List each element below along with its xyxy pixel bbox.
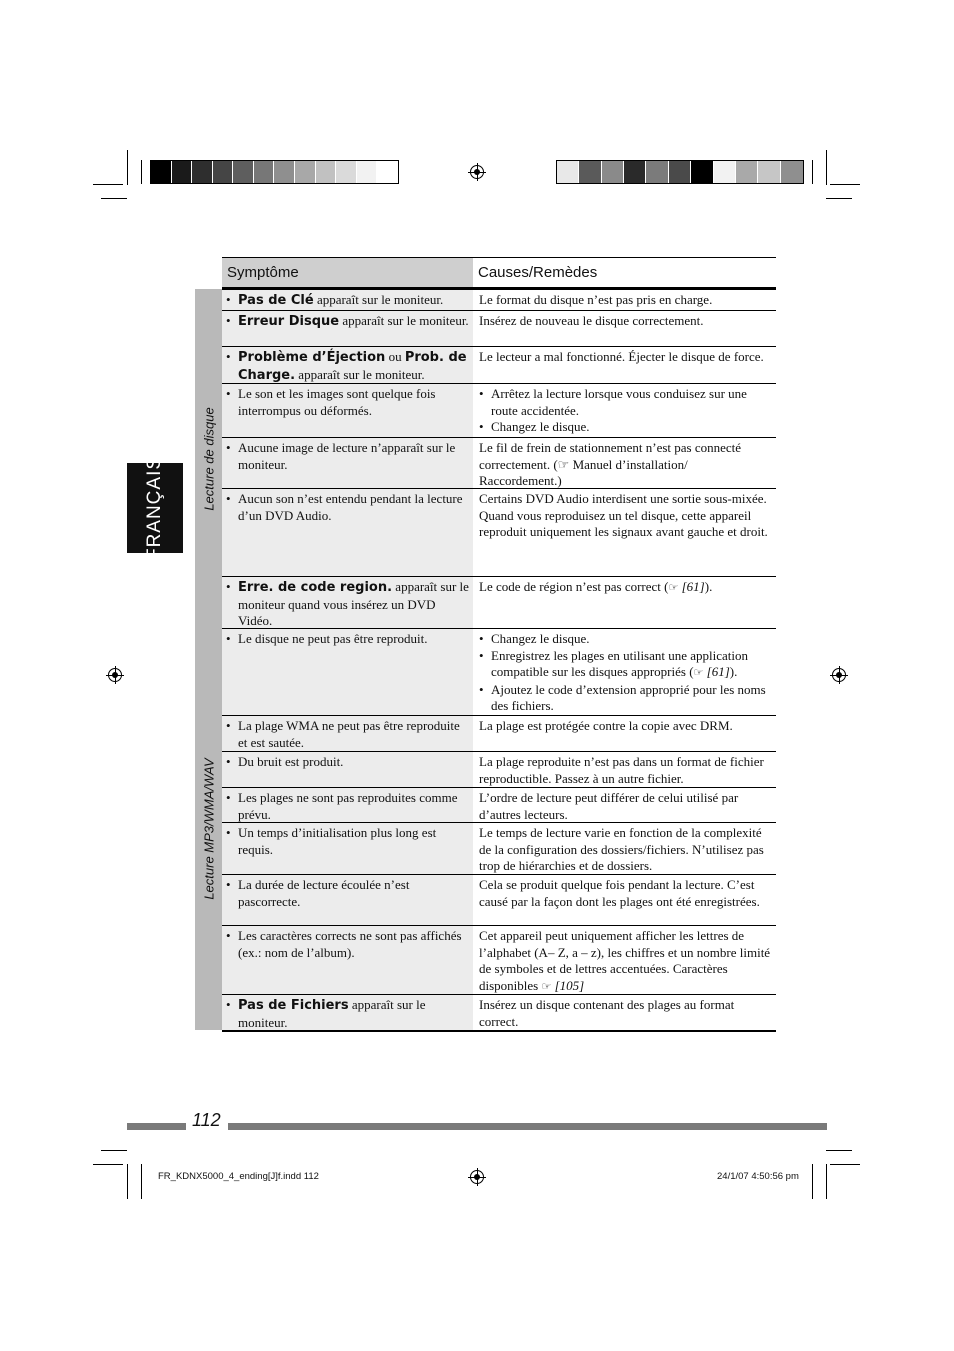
symptom-text: apparaît sur le moniteur. — [339, 313, 469, 328]
color-swatch — [736, 161, 758, 183]
cause-text: Certains DVD Audio interdisent une sortie sous-mixée. — [479, 491, 767, 506]
color-swatch — [172, 161, 193, 183]
color-swatch — [336, 161, 357, 183]
cause-text: ). — [704, 579, 713, 594]
color-swatch — [714, 161, 736, 183]
color-swatch — [579, 161, 601, 183]
color-swatch — [758, 161, 780, 183]
section-label-disc: Lecture de disque — [201, 406, 216, 511]
symptom-cell: • Un temps d’initialisation plus long est requis. — [222, 823, 473, 874]
crop-mark — [141, 160, 142, 184]
symptom-cell: • Les plages ne sont pas reproduites comme prévu. — [222, 788, 473, 822]
crop-mark — [101, 1150, 127, 1151]
cause-cell — [473, 875, 776, 925]
cause-cell — [473, 290, 776, 310]
symptom-text: Un temps d’initialisation plus long est requis. — [238, 825, 437, 857]
crop-mark — [93, 1164, 123, 1165]
cause-cell — [473, 347, 776, 383]
table-header — [222, 257, 776, 289]
registration-target-icon — [470, 1170, 484, 1184]
table-row — [222, 488, 776, 576]
hand-pointer-icon: ☞ — [693, 666, 704, 679]
table-row — [222, 576, 776, 628]
symptom-text: Les caractères corrects ne sont pas affichés (ex.: nom de l’album). — [238, 928, 462, 960]
symptom-cell: • Erre. de code region. apparaît sur le moniteur quand vous insérez un DVD Vidéo. — [222, 577, 473, 628]
cause-cell — [473, 926, 776, 994]
language-tab — [127, 455, 183, 561]
header-symptom: Symptôme — [222, 258, 473, 287]
page-reference: [105] — [551, 977, 585, 993]
section-label-mp3: Lecture MP3/WMA/WAV — [201, 758, 216, 900]
color-swatch — [602, 161, 624, 183]
color-swatch — [781, 161, 803, 183]
table-row — [222, 310, 776, 346]
color-swatch — [213, 161, 234, 183]
symptom-text: Aucun son n’est entendu pendant la lecture d’un DVD Audio. — [238, 491, 463, 523]
cause-cell — [473, 577, 776, 628]
symptom-text: apparaît sur le moniteur. — [238, 997, 426, 1030]
page-reference: [61] — [678, 579, 705, 594]
cause-text: Le temps de lecture varie en fonction de la complexité de la configuration des dossiers/fichiers. N’utilisez pas trop de hiérarchies et de dossiers. — [479, 825, 764, 873]
cause-text: Insérez de nouveau le disque correctement. — [479, 313, 704, 328]
crop-mark — [127, 150, 128, 185]
cause-text: Le code de région n’est pas correct ( — [479, 579, 669, 594]
language-tab-label: FRANÇAIS — [144, 455, 166, 561]
cause-cell — [473, 438, 776, 488]
color-swatch — [233, 161, 254, 183]
cause-text: L’ordre de lecture peut différer de celui utilisé par d’autres lecteurs. — [479, 790, 739, 822]
cause-text: ). — [729, 664, 738, 679]
color-swatch — [377, 161, 398, 183]
section-band-mp3 — [195, 628, 222, 1030]
cause-text: Le fil de frein de stationnement n’est pas connecté correctement. (☞ Manuel d’installation/ Raccordement.) — [479, 440, 742, 488]
symptom-cell: • Les caractères corrects ne sont pas affichés (ex.: nom de l’album). — [222, 926, 473, 994]
symptom-text: La plage WMA ne peut pas être reproduite et est sautée. — [238, 718, 460, 750]
registration-target-icon — [108, 668, 122, 682]
crop-mark — [826, 150, 827, 185]
table-row — [222, 994, 776, 1032]
crop-mark — [127, 1164, 128, 1199]
symptom-text: Aucune image de lecture n’apparaît sur le moniteur. — [238, 440, 456, 472]
page-bar-right — [228, 1123, 827, 1130]
symptom-cell: • Le disque ne peut pas être reproduit. — [222, 629, 473, 715]
cause-cell — [473, 995, 776, 1030]
symptom-text: Le son et les images sont quelque fois interrompus ou déformés. — [238, 386, 436, 418]
symptom-text: apparaît sur le moniteur. — [313, 292, 444, 307]
symptom-cell: • La durée de lecture écoulée n’est pascorrecte. — [222, 875, 473, 925]
crop-mark — [826, 1164, 827, 1199]
color-calibration-bar-right — [556, 160, 804, 184]
table-row — [222, 383, 776, 437]
symptom-cell: • La plage WMA ne peut pas être reproduite et est sautée. — [222, 716, 473, 751]
color-swatch — [691, 161, 713, 183]
cause-text: Changez le disque. — [491, 631, 590, 646]
symptom-cell: • Aucune image de lecture n’apparaît sur le moniteur. — [222, 438, 473, 488]
cause-text: Insérez un disque contenant des plages au format correct. — [479, 997, 735, 1029]
crop-mark — [812, 160, 813, 184]
cause-cell — [473, 716, 776, 751]
cause-text: La plage est protégée contre la copie avec DRM. — [479, 718, 733, 733]
section-band-disc — [195, 289, 222, 628]
color-swatch — [254, 161, 275, 183]
table-row — [222, 289, 776, 310]
color-swatch — [624, 161, 646, 183]
cause-text: Le lecteur a mal fonctionné. Éjecter le disque de force. — [479, 349, 764, 364]
table-row — [222, 346, 776, 383]
crop-mark — [812, 1164, 813, 1199]
header-causes: Causes/Remèdes — [473, 258, 776, 287]
symptom-text: La durée de lecture écoulée n’est pascorrecte. — [238, 877, 410, 909]
crop-mark — [830, 184, 860, 185]
table-row — [222, 751, 776, 787]
file-slug: FR_KDNX5000_4_ending[J]f.indd 112 — [158, 1171, 319, 1182]
cause-cell — [473, 752, 776, 787]
symptom-text: Le disque ne peut pas être reproduit. — [238, 631, 428, 646]
symptom-cell: • Pas de Clé apparaît sur le moniteur. — [222, 290, 473, 310]
hand-pointer-icon: ☞ — [668, 581, 679, 594]
color-swatch — [646, 161, 668, 183]
symptom-cell: • Le son et les images sont quelque fois interrompus ou déformés. — [222, 384, 473, 437]
table-row — [222, 925, 776, 994]
color-swatch — [295, 161, 316, 183]
display-message: Prob. de Charge. — [238, 350, 467, 383]
crop-mark — [141, 1164, 142, 1199]
display-message: Erre. de code region. — [238, 580, 393, 595]
crop-mark — [830, 1164, 860, 1165]
cause-text: Ajoutez le code d’extension approprié pour les noms des fichiers. — [491, 681, 766, 713]
symptom-text: ou — [385, 349, 405, 364]
crop-mark — [826, 198, 852, 199]
cause-cell — [473, 311, 776, 346]
page-number: 112 — [192, 1110, 221, 1130]
registration-target-icon — [470, 165, 484, 179]
page-bar-left — [127, 1123, 186, 1130]
table-row — [222, 822, 776, 874]
display-message: Erreur Disque — [238, 314, 340, 329]
symptom-cell: • Erreur Disque apparaît sur le moniteur. — [222, 311, 473, 346]
hand-pointer-icon: ☞ — [541, 979, 552, 993]
crop-mark — [101, 198, 127, 199]
symptom-text: apparaît sur le moniteur quand vous insérez un DVD Vidéo. — [238, 579, 469, 628]
symptom-text: Du bruit est produit. — [238, 754, 344, 769]
symptom-cell: • Du bruit est produit. — [222, 752, 473, 787]
timestamp-slug: 24/1/07 4:50:56 pm — [717, 1171, 799, 1182]
symptom-cell: • Aucun son n’est entendu pendant la lecture d’un DVD Audio. — [222, 489, 473, 576]
cause-text: Enregistrez les plages en utilisant une application compatible sur les disques appropriés ( — [491, 647, 749, 679]
color-swatch — [151, 161, 172, 183]
display-message: Problème d’Éjection — [238, 350, 386, 365]
color-calibration-bar-left — [150, 160, 399, 184]
cause-cell — [473, 788, 776, 822]
table-row — [222, 874, 776, 925]
display-message: Pas de Fichiers — [238, 998, 349, 1013]
color-swatch — [316, 161, 337, 183]
table-row — [222, 437, 776, 488]
cause-text: La plage reproduite n’est pas dans un format de fichier reproductible. Passez à un autre fichier. — [479, 754, 764, 786]
cause-text: Arrêtez la lecture lorsque vous conduisez sur une route accidentée. — [491, 386, 747, 418]
color-swatch — [192, 161, 213, 183]
color-swatch — [274, 161, 295, 183]
cause-text: Quand vous reproduisez un tel disque, cette appareil reproduit uniquement les signaux avant gauche et droit. — [479, 507, 768, 539]
cause-cell — [473, 823, 776, 874]
registration-target-icon — [832, 668, 846, 682]
cause-text: Cela se produit quelque fois pendant la lecture. C’est causé par la façon dont les plages ont été enregistrées. — [479, 877, 760, 909]
cause-text: Changez le disque. — [491, 419, 590, 434]
color-swatch — [557, 161, 579, 183]
cause-text: Le format du disque n’est pas pris en charge. — [479, 292, 713, 307]
symptom-cell: • Pas de Fichiers apparaît sur le moniteur. — [222, 995, 473, 1030]
symptom-text: apparaît sur le moniteur. — [295, 366, 425, 382]
color-swatch — [357, 161, 378, 183]
crop-mark — [93, 184, 123, 185]
symptom-text: Les plages ne sont pas reproduites comme prévu. — [238, 790, 458, 822]
cause-cell: • Arrêtez la lecture lorsque vous conduisez sur une route accidentée. • Changez le disque. — [473, 384, 776, 437]
crop-mark — [826, 1150, 852, 1151]
symptom-cell: • Problème d’Éjection ou Prob. de Charge. apparaît sur le moniteur. — [222, 347, 473, 383]
table-row — [222, 787, 776, 822]
cause-text: Cet appareil peut uniquement afficher les lettres de l’alphabet (A– Z, a – z), les chiffres et un nombre limité de symboles et de lettres accentuées. Caractères disponibles — [479, 928, 771, 993]
cause-cell: • Changez le disque. • Enregistrez les plages en utilisant une application compatible sur les disques appropriés (☞ [61]). • Ajoutez le code d’extension approprié pour les noms des fichiers. — [473, 629, 776, 715]
table-row — [222, 628, 776, 715]
table-row — [222, 715, 776, 751]
cause-cell — [473, 489, 776, 576]
display-message: Pas de Clé — [238, 293, 314, 308]
page-reference: [61] — [703, 664, 730, 679]
color-swatch — [669, 161, 691, 183]
